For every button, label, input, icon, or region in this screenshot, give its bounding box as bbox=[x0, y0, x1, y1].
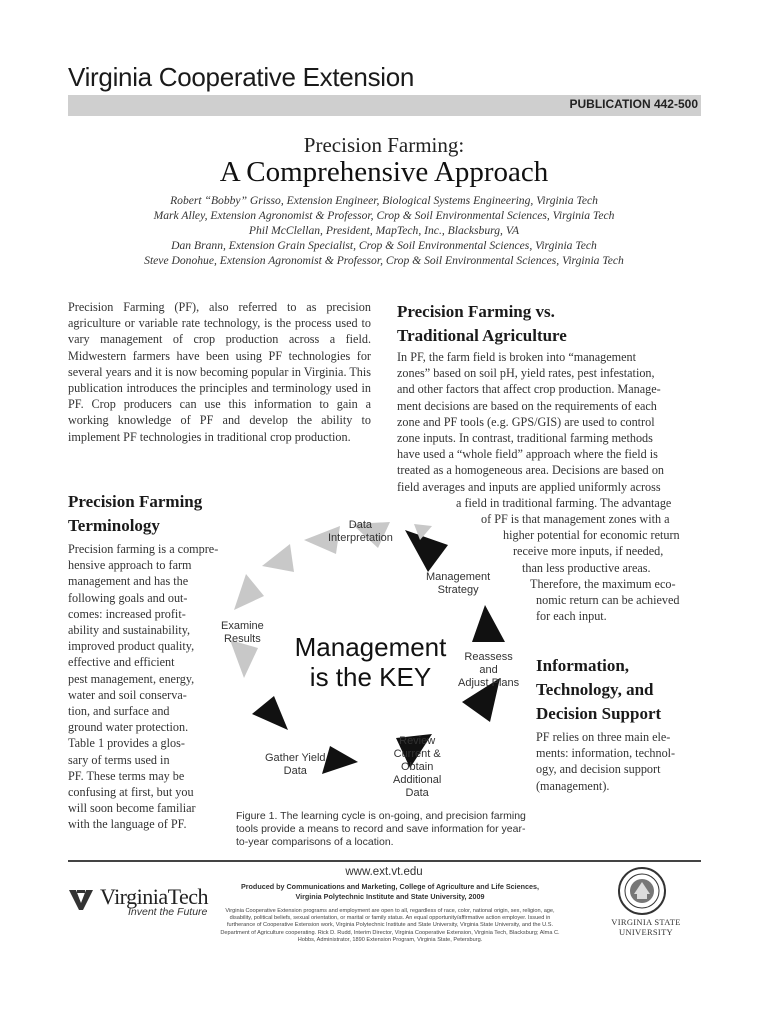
text-line: have used a “whole field” approach where the field is bbox=[397, 447, 658, 462]
text-line: ment decisions are based on the requirements of each bbox=[397, 398, 657, 413]
text-line: zones” based on soil pH, yield rates, pest infestation, bbox=[397, 366, 655, 381]
text-line: hensive approach to farm bbox=[68, 558, 192, 573]
text-line: effective and efficient bbox=[68, 655, 175, 670]
text-line: zone inputs. In contrast, traditional farming methods bbox=[397, 431, 653, 446]
text-line: sary of terms used in bbox=[68, 752, 170, 767]
text-line: of PF is that management zones with a bbox=[481, 512, 670, 527]
author-list bbox=[0, 193, 768, 268]
text-line: improved product quality, bbox=[68, 639, 195, 654]
doc-title: A Comprehensive Approach bbox=[219, 156, 549, 188]
text-line: water and soil conserva- bbox=[68, 687, 187, 702]
author-line: Mark Alley, Extension Agronomist & Professor, Crop & Soil Environmental Sciences, Virginia Tech bbox=[153, 209, 615, 222]
text-line: with the language of PF. bbox=[68, 817, 187, 832]
text-line: ments: information, technol- bbox=[536, 746, 676, 761]
cycle-center-text: Management is the KEY bbox=[294, 632, 447, 692]
text-line: Precision farming is a compre- bbox=[68, 542, 219, 556]
text-line: treated as a homogeneous area. Decisions are based on bbox=[397, 463, 665, 478]
produced-by: Produced by Communications and Marketing, College of Agriculture and Life Sciences, Virginia Polytechnic Institute and State University, 2009 bbox=[240, 882, 540, 901]
text-line: higher potential for economic return bbox=[503, 528, 680, 543]
cycle-arrow bbox=[472, 605, 505, 642]
text-line: receive more inputs, if needed, bbox=[513, 544, 664, 559]
text-line: nomic return can be achieved bbox=[536, 593, 680, 608]
cycle-step-label: Reassess and Adjust Plans bbox=[458, 651, 520, 689]
cycle-arrow bbox=[262, 544, 294, 572]
vsu-wordmark: VIRGINIA STATE UNIVERSITY bbox=[611, 917, 681, 937]
heading-line: Precision Farming bbox=[68, 492, 203, 511]
vt-tagline: Invent the Future bbox=[128, 906, 208, 918]
text-line: comes: increased profit- bbox=[68, 606, 186, 621]
cycle-arrow bbox=[252, 696, 288, 730]
author-line: Steve Donohue, Extension Agronomist & Professor, Crop & Soil Environmental Sciences, Virginia Tech bbox=[144, 254, 624, 267]
author-line: Dan Brann, Extension Grain Specialist, Crop & Soil Environmental Sciences, Virginia Tech bbox=[171, 239, 597, 252]
heading-line: Terminology bbox=[68, 516, 160, 535]
cycle-step-label: Review Current & Obtain Additional Data bbox=[393, 735, 442, 799]
text-line: and other factors that affect crop production. Manage- bbox=[397, 382, 661, 397]
heading-line: Information, bbox=[536, 656, 630, 675]
text-line: (management). bbox=[536, 778, 610, 793]
section-heading-info bbox=[536, 654, 706, 726]
cycle-arrow bbox=[322, 746, 358, 774]
author-line: Robert “Bobby” Grisso, Extension Engineer, Biological Systems Engineering, Virginia Tech bbox=[170, 194, 598, 207]
heading-line: Precision Farming vs. bbox=[397, 302, 555, 321]
text-line: following goals and out- bbox=[68, 590, 188, 605]
vt-monogram-icon bbox=[68, 888, 94, 912]
text-line: tion, and surface and bbox=[68, 704, 170, 719]
text-line: PF relies on three main ele- bbox=[536, 730, 671, 744]
text-line: confusing at first, but you bbox=[68, 785, 194, 800]
heading-line: Technology, and bbox=[536, 680, 654, 699]
text-line: pest management, energy, bbox=[68, 671, 195, 686]
vsu-seal-icon bbox=[617, 866, 667, 916]
text-line: PF. These terms may be bbox=[68, 768, 185, 783]
cycle-arrow bbox=[234, 574, 264, 610]
text-line: ground water protection. bbox=[68, 720, 189, 735]
author-line: Phil McClellan, President, MapTech, Inc., Blacksburg, VA bbox=[248, 224, 520, 237]
text-line: for each input. bbox=[536, 609, 607, 624]
org-title: Virginia Cooperative Extension bbox=[68, 62, 415, 92]
heading-line: Decision Support bbox=[536, 704, 662, 723]
vt-wordmark: VirginiaTech bbox=[100, 884, 209, 909]
heading-line: Traditional Agriculture bbox=[397, 326, 567, 345]
text-line: field averages and inputs are applied uniformly across bbox=[397, 479, 661, 494]
publication-number: PUBLICATION 442-500 bbox=[569, 97, 698, 111]
section-heading-vs bbox=[397, 300, 707, 348]
legal-notice: Virginia Cooperative Extension programs and employment are open to all, regardless of race, color, national origin, sex, religion, age, disability, political beliefs, sexual orientation, or marital or family status. An equal opportunity/affirmative action employer. Issued in furtherance of Cooperative Extension work, Virginia Polytechnic Institute and State University, Virginia State University, and the U.S. Department of Agriculture cooperating. Rick D. Rudd, Interim Director, Virginia Cooperative Extension, Virginia Tech, Blacksburg; Alma C. Hobbs, Administrator, 1890 Extension Program, Virginia State, Petersburg. bbox=[220, 908, 560, 943]
text-line: will soon become familiar bbox=[68, 801, 196, 816]
terminology-paragraph bbox=[68, 541, 218, 833]
text-line: ogy, and decision support bbox=[536, 762, 661, 777]
text-line: zone and PF tools (e.g. GPS/GIS) are used to control bbox=[397, 414, 655, 429]
intro-paragraph: Precision Farming (PF), also referred to as precision agriculture or variable rate technology, is the process used to vary management of crop production across a field. Midwestern farmers have been using PF technologies for several years and it is now becoming popular in Virginia. This publication introduces the principles and terminology used in PF. Crop producers can use this information to gain a working knowledge of PF and develop the ability to implement PF technologies in traditional crop production. bbox=[68, 300, 371, 444]
cycle-step-label: Data Interpretation bbox=[328, 519, 393, 544]
text-line: In PF, the farm field is broken into “management bbox=[397, 350, 636, 364]
footer-divider bbox=[68, 860, 701, 862]
info-paragraph bbox=[536, 729, 701, 794]
cycle-step-label: Gather Yield Data bbox=[265, 752, 326, 777]
footer-url[interactable]: www.ext.vt.edu bbox=[345, 866, 423, 878]
cycle-step-label: Management Strategy bbox=[426, 571, 491, 596]
figure-caption: Figure 1. The learning cycle is on-going, and precision farming tools provide a means to record and save information for year-to-year comparisons of a location. bbox=[236, 810, 526, 848]
doc-subtitle: Precision Farming: bbox=[303, 133, 465, 157]
text-line: Table 1 provides a glos- bbox=[68, 736, 185, 751]
cycle-step-label: Examine Results bbox=[221, 620, 264, 645]
text-line: Therefore, the maximum eco- bbox=[530, 576, 676, 591]
text-line: than less productive areas. bbox=[522, 560, 651, 575]
text-line: ability and sustainability, bbox=[68, 623, 191, 638]
cycle-arrow bbox=[405, 530, 448, 572]
text-line: management and has the bbox=[68, 574, 189, 589]
text-line: a field in traditional farming. The advantage bbox=[456, 495, 672, 510]
